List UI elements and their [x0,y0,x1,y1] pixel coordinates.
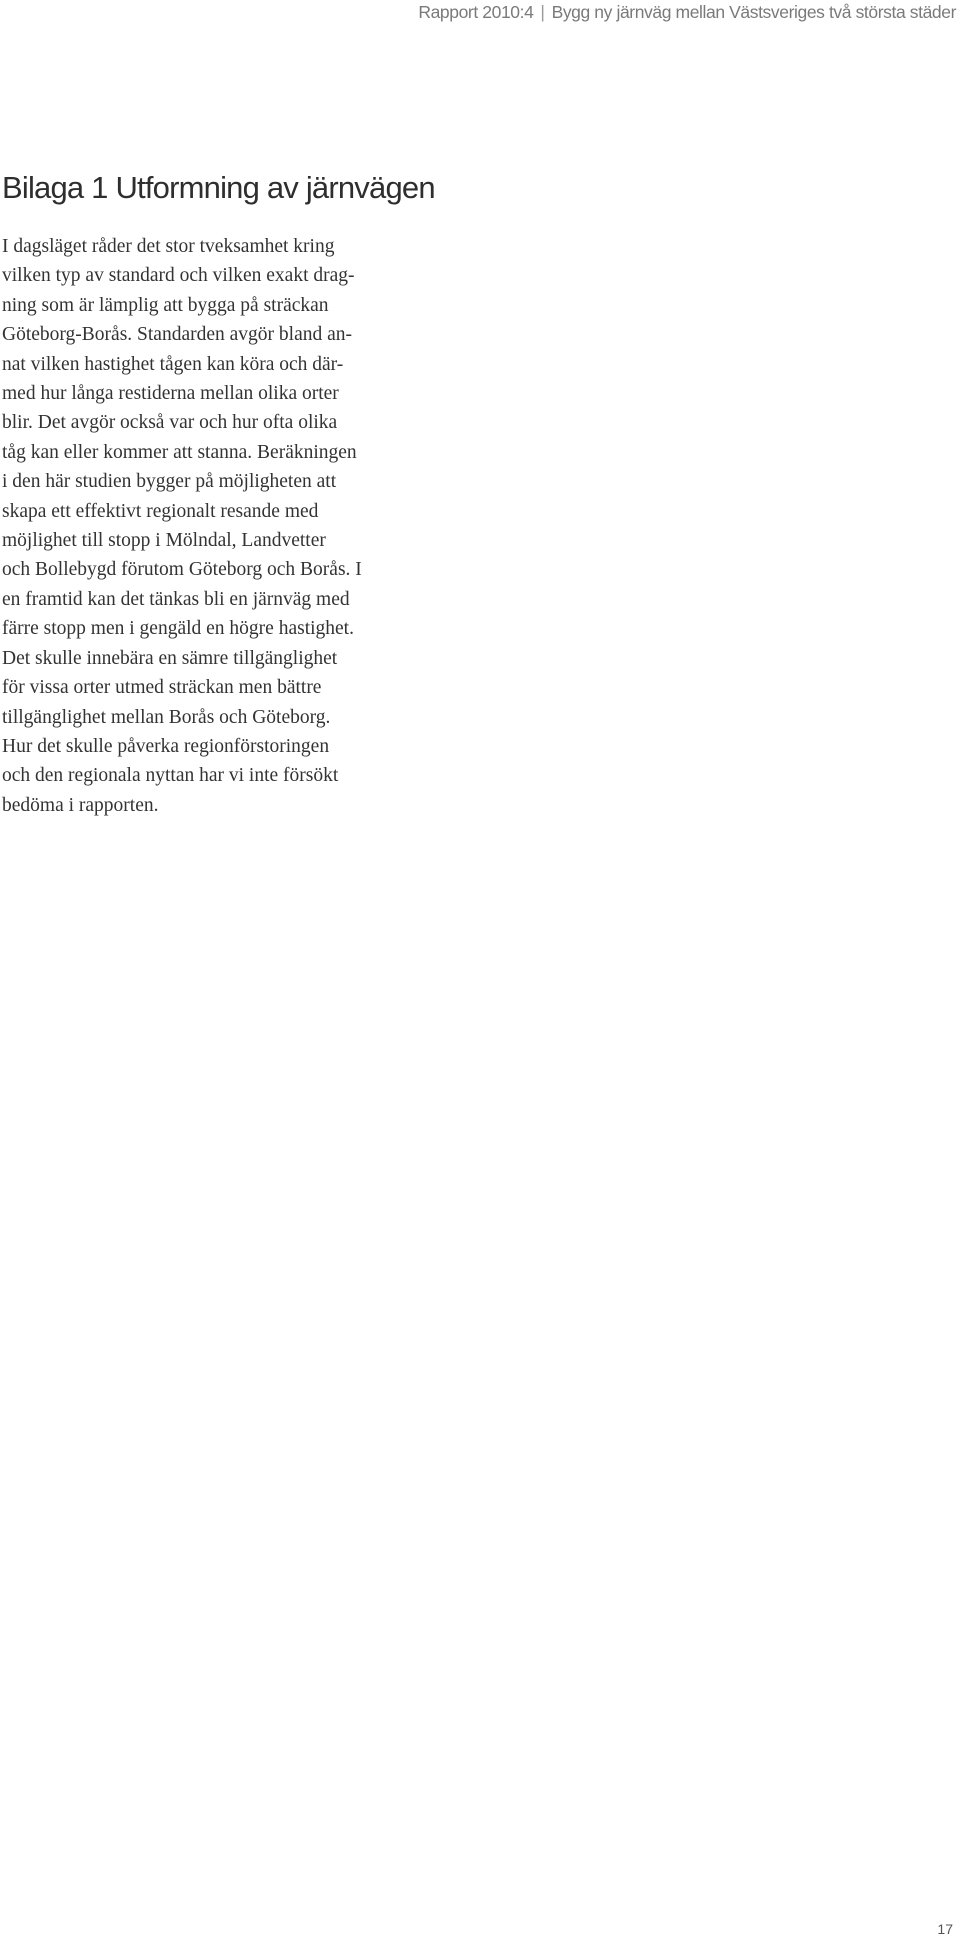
body-line: blir. Det avgör också var och hur ofta olika [2,412,338,434]
report-number: Rapport 2010:4 [418,2,534,22]
body-line: för vissa orter utmed sträckan men bättre [2,677,322,699]
running-header [418,2,956,23]
body-line: Det skulle innebära en sämre tillgänglighet [2,647,338,669]
page-number: 17 [937,1921,953,1937]
body-line: vilken typ av standard och vilken exakt drag- [2,265,355,287]
body-line: tillgänglighet mellan Borås och Göteborg. [2,706,331,728]
body-line: ning som är lämplig att bygga på sträckan [2,294,329,316]
body-line: nat vilken hastighet tågen kan köra och där- [2,353,344,375]
section-title: Bilaga 1 Utformning av järnvägen [2,170,435,205]
header-separator: | [540,2,545,22]
body-line: I dagsläget råder det stor tveksamhet kring [2,236,335,257]
body-line: och den regionala nyttan har vi inte försökt [2,765,339,787]
body-line: Hur det skulle påverka regionförstoringen [2,735,330,757]
body-line: med hur långa restiderna mellan olika orter [2,383,339,405]
body-line: en framtid kan det tänkas bli en järnväg med [2,588,350,610]
report-title: Bygg ny järnväg mellan Västsveriges två största städer [551,2,956,22]
body-line: och Bollebygd förutom Göteborg och Borås. I [2,559,362,581]
body-line: skapa ett effektivt regionalt resande med [2,500,319,522]
body-line: bedöma i rapporten. [2,794,159,816]
body-line: möjlighet till stopp i Mölndal, Landvetter [2,530,326,552]
body-line: tåg kan eller kommer att stanna. Beräkningen [2,441,357,463]
body-paragraph [2,232,432,820]
body-line: i den här studien bygger på möjligheten att [2,471,337,493]
body-line: Göteborg-Borås. Standarden avgör bland an- [2,324,353,346]
body-line: färre stopp men i gengäld en högre hastighet. [2,618,354,640]
